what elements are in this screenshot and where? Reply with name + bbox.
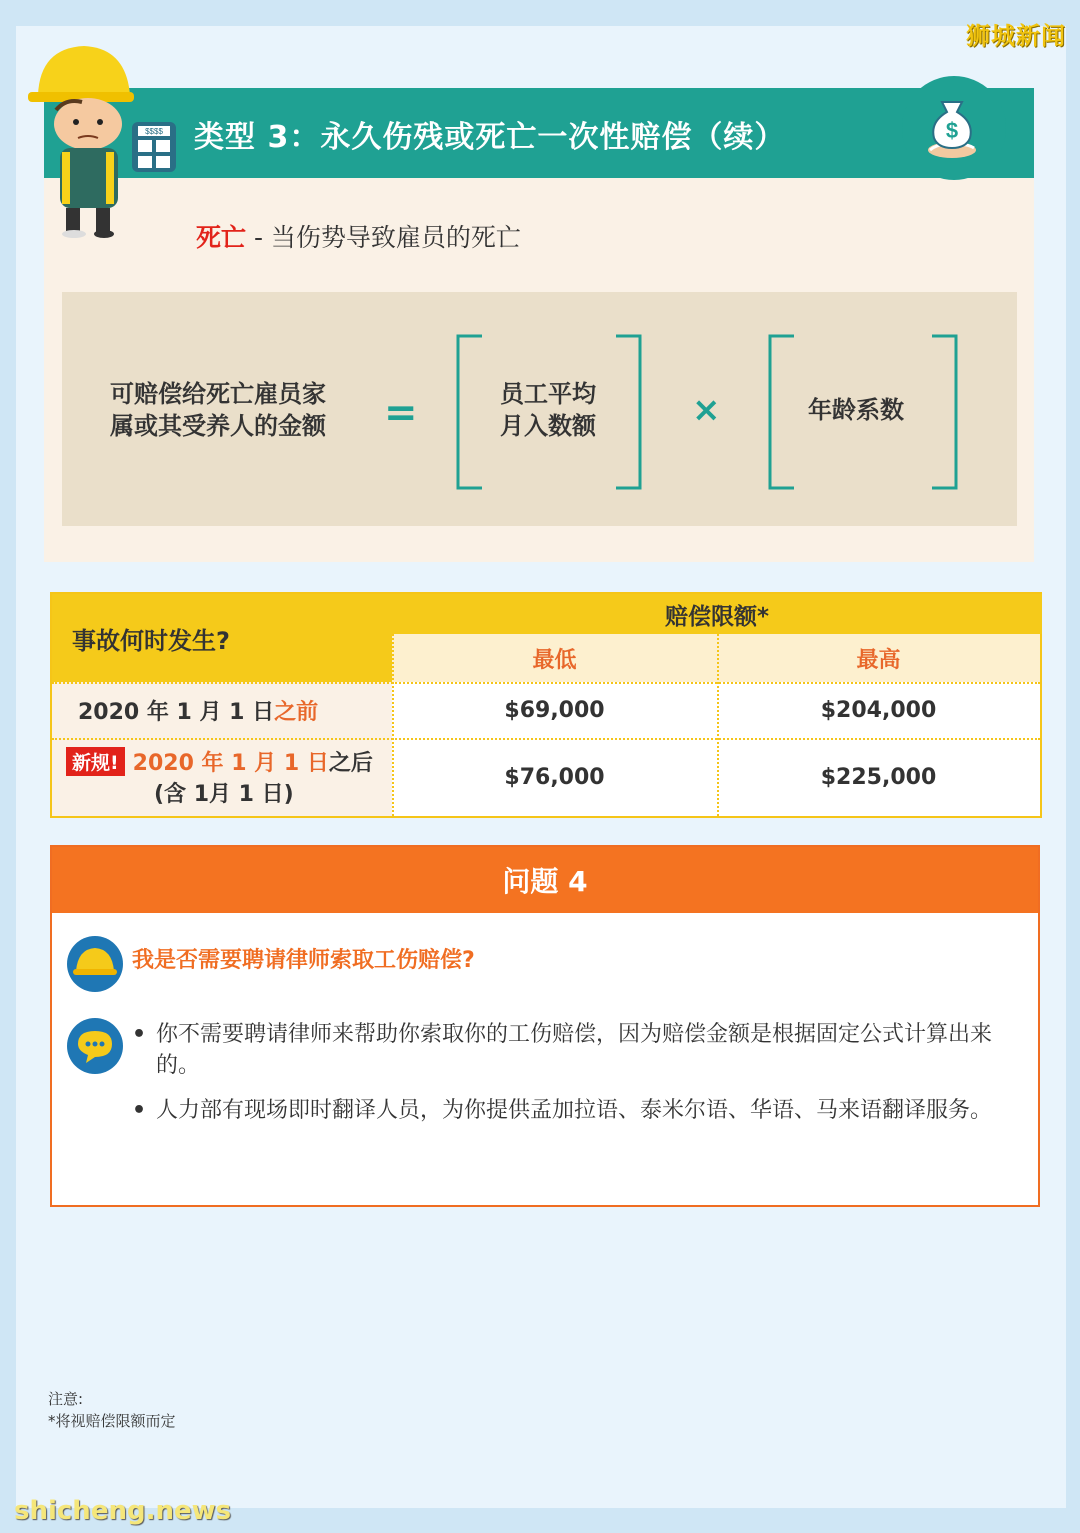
svg-text:$: $ <box>945 118 959 143</box>
answer-text: 你不需要聘请律师来帮助你索取你的工伤赔偿，因为赔偿金额是根据固定公式计算出来的。 <box>156 1022 993 1078</box>
formula-term1-line2: 月入数额 <box>500 412 596 440</box>
question-text: 我是否需要聘请律师索取工伤赔偿? <box>132 948 475 973</box>
table-col-min: 最低 <box>392 634 717 682</box>
table-divider <box>392 634 394 816</box>
footnote <box>48 1388 176 1432</box>
answer-item: • 人力部有现场即时翻译人员，为你提供孟加拉语、泰米尔语、华语、马来语翻译服务。 <box>132 1098 993 1123</box>
row2-max: $225,000 <box>820 764 937 790</box>
table-row-label <box>52 682 392 738</box>
row2-suffix: 之后 <box>328 751 373 776</box>
row1-suffix: 之前 <box>274 699 319 725</box>
row2-note: (含 1月 1 日) <box>154 782 294 807</box>
footnote-label: 注意: <box>48 1390 84 1408</box>
times-sign: × <box>692 390 721 430</box>
table-divider <box>52 682 1040 684</box>
formula-term2: 年龄系数 <box>808 396 904 424</box>
watermark-bottom: shicheng.news <box>14 1496 232 1526</box>
banner-title: 类型 3：永久伤残或死亡一次性赔偿（续） <box>194 120 786 155</box>
table-header-limit: 赔偿限额* <box>392 594 1042 634</box>
helmet-icon <box>66 935 124 993</box>
row1-min: $69,000 <box>504 697 605 723</box>
row2-min: $76,000 <box>504 764 605 790</box>
row1-date: 2020 年 1 月 1 日 <box>78 699 275 725</box>
row1-max: $204,000 <box>820 697 937 723</box>
watermark-top: 狮城新闻 <box>966 22 1066 50</box>
footnote-text: *将视赔偿限额而定 <box>48 1412 176 1430</box>
new-rule-badge: 新规! <box>66 747 125 776</box>
answer-text: 人力部有现场即时翻译人员，为你提供孟加拉语、泰米尔语、华语、马来语翻译服务。 <box>156 1098 993 1123</box>
table-divider <box>717 634 719 816</box>
death-description: - 当伤势导致雇员的死亡 <box>246 223 521 252</box>
death-label: 死亡 <box>196 223 247 252</box>
compensation-table <box>50 592 1042 818</box>
death-definition <box>196 218 521 254</box>
answer-item: • 你不需要聘请律师来帮助你索取你的工伤赔偿，因为赔偿金额是根据固定公式计算出来的。 <box>132 1022 993 1078</box>
table-col-max: 最高 <box>717 634 1040 682</box>
money-bag-icon <box>902 76 1006 180</box>
table-divider <box>52 738 1040 740</box>
question-box <box>50 845 1040 1207</box>
equals-sign: = <box>384 390 418 436</box>
chat-bubble-icon <box>66 1017 124 1075</box>
formula-lhs-line1: 可赔偿给死亡雇员家 <box>110 380 326 408</box>
row2-date: 2020 年 1 月 1 日 <box>132 751 329 776</box>
formula-term1 <box>500 378 596 442</box>
table-row-label <box>52 738 392 816</box>
table-header-when: 事故何时发生? <box>52 594 392 682</box>
formula-lhs <box>110 378 326 442</box>
formula-box <box>62 292 1017 526</box>
formula-lhs-line2: 属或其受养人的金额 <box>110 412 326 440</box>
question-title: 问题 4 <box>52 847 1038 913</box>
formula-term1-line1: 员工平均 <box>500 380 596 408</box>
svg-text:$$$$: $$$$ <box>145 127 163 136</box>
worker-illustration <box>26 40 186 240</box>
